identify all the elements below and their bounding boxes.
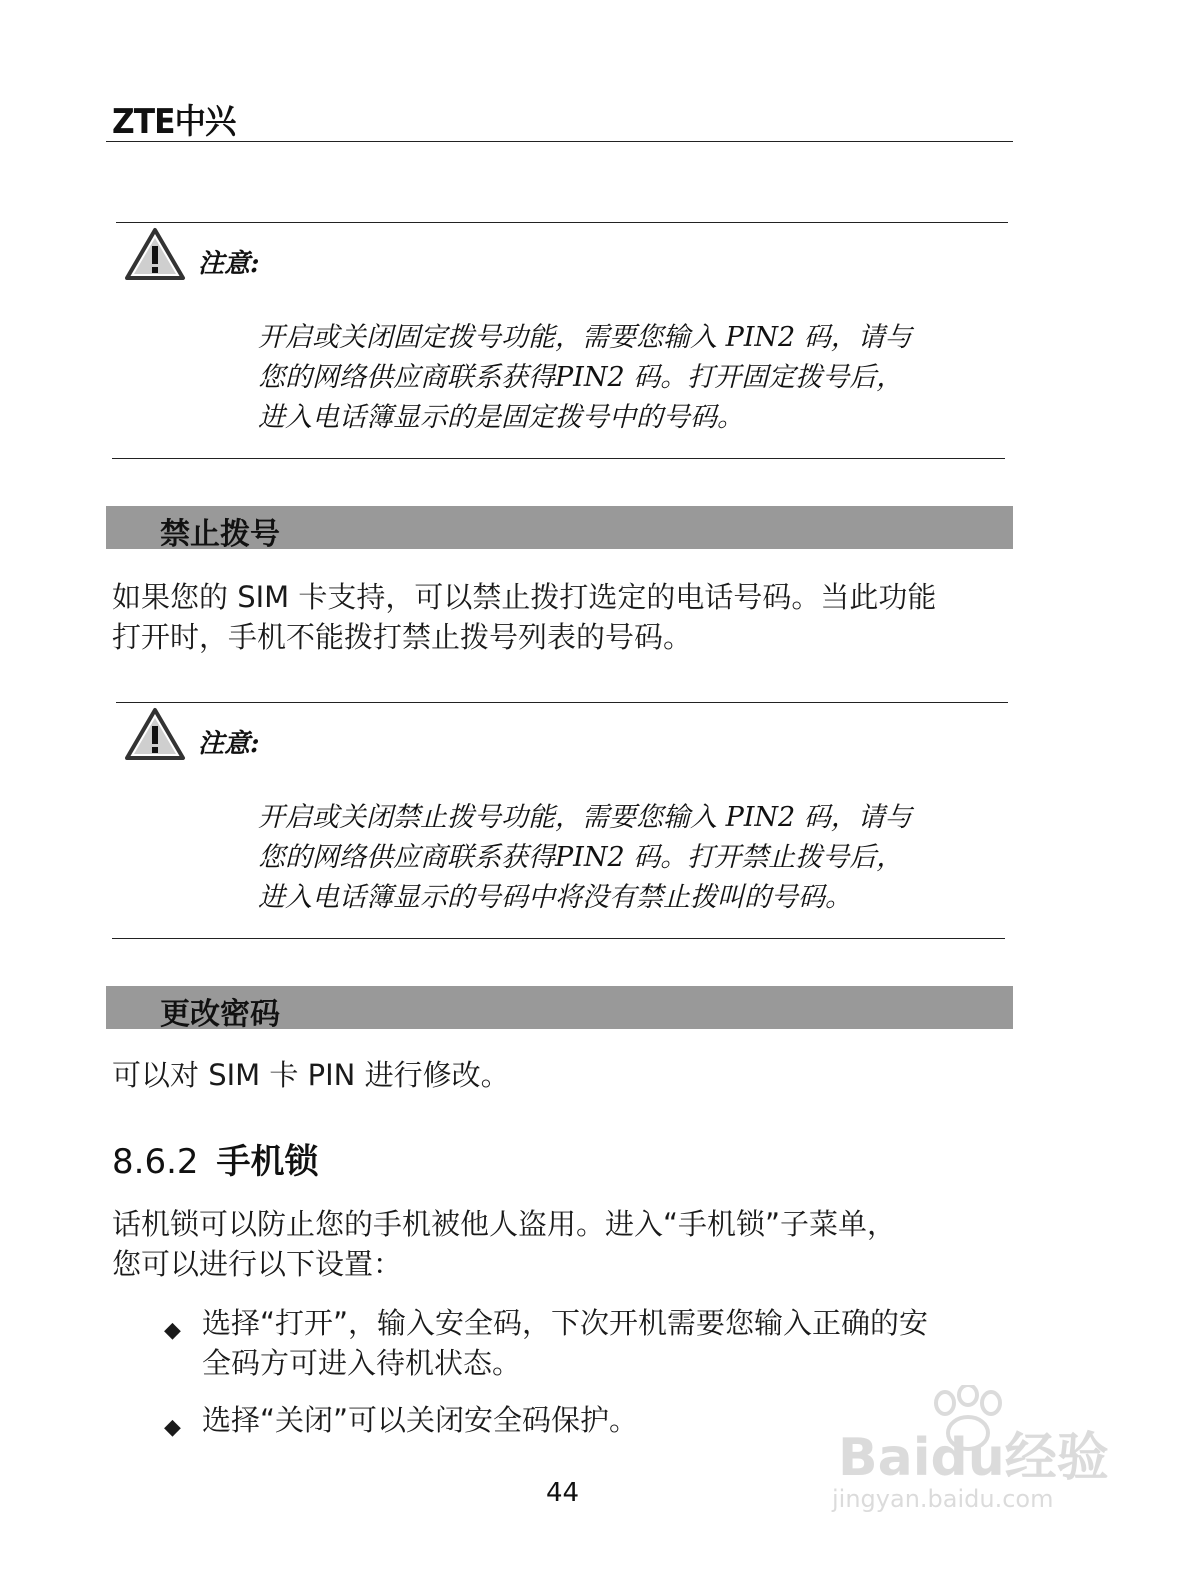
note2-heading <box>124 706 260 762</box>
page-number: 44 <box>546 1478 580 1508</box>
paragraph-line: 话机锁可以防止您的手机被他人盗用。进入“手机锁”子菜单， <box>112 1207 897 1241</box>
diamond-bullet-icon: ◆ <box>164 1318 181 1343</box>
paragraph-line: 可以对 SIM 卡 PIN 进行修改。 <box>112 1058 510 1092</box>
section-bar-change-password <box>106 986 1013 1032</box>
paragraph-phone-lock <box>112 1204 896 1284</box>
bullet-line: 选择“关闭”可以关闭安全码保护。 <box>202 1403 639 1437</box>
note2-line: 开启或关闭禁止拨号功能，需要您输入 PIN2 码，请与 <box>258 802 912 833</box>
section-bar-title: 更改密码 <box>160 997 280 1032</box>
note1-top-rule <box>116 222 1008 223</box>
note2-line: 进入电话簿显示的号码中将没有禁止拨叫的号码。 <box>258 882 852 913</box>
note2-line: 您的网络供应商联系获得PIN2 码。打开禁止拨号后， <box>258 842 904 873</box>
paragraph-line: 打开时，手机不能拨打禁止拨号列表的号码。 <box>112 620 693 654</box>
warning-icon <box>124 706 186 762</box>
paragraph-line: 如果您的 SIM 卡支持，可以禁止拨打选定的电话号码。当此功能 <box>112 580 937 614</box>
watermark-url: jingyan.baidu.com <box>832 1485 1054 1513</box>
paragraph-prohibited-dialing <box>112 577 936 657</box>
note2-top-rule <box>116 702 1008 703</box>
paragraph-change-password <box>112 1055 510 1095</box>
bullet-line: 全码方可进入待机状态。 <box>202 1346 522 1380</box>
note2-body <box>258 798 1018 918</box>
header-rule <box>106 141 1013 142</box>
note1-bottom-rule <box>112 458 1005 459</box>
bullet-line: 选择“打开”，输入安全码，下次开机需要您输入正确的安 <box>202 1306 929 1340</box>
paragraph-line: 您可以进行以下设置： <box>112 1247 403 1281</box>
baidu-watermark <box>832 1395 1118 1525</box>
note1-line: 进入电话簿显示的是固定拨号中的号码。 <box>258 402 744 433</box>
section-heading <box>112 1134 319 1183</box>
note1-heading <box>124 226 260 282</box>
zte-logo: ZTE中兴 <box>112 102 236 142</box>
note1-body <box>258 318 1018 438</box>
note2-bottom-rule <box>112 938 1005 939</box>
watermark-brand: Baidu经验 <box>838 1428 1109 1488</box>
note2-label: 注意: <box>198 729 260 759</box>
warning-icon <box>124 226 186 282</box>
note1-line: 您的网络供应商联系获得PIN2 码。打开固定拨号后， <box>258 362 904 393</box>
section-bar-prohibited-dialing <box>106 506 1013 552</box>
section-bar-title: 禁止拨号 <box>160 517 280 552</box>
note1-label: 注意: <box>198 249 260 279</box>
section-title: 手机锁 <box>216 1142 319 1182</box>
diamond-bullet-icon: ◆ <box>164 1415 181 1440</box>
note1-line: 开启或关闭固定拨号功能，需要您输入 PIN2 码，请与 <box>258 322 912 353</box>
section-number: 8.6.2 <box>112 1142 199 1182</box>
